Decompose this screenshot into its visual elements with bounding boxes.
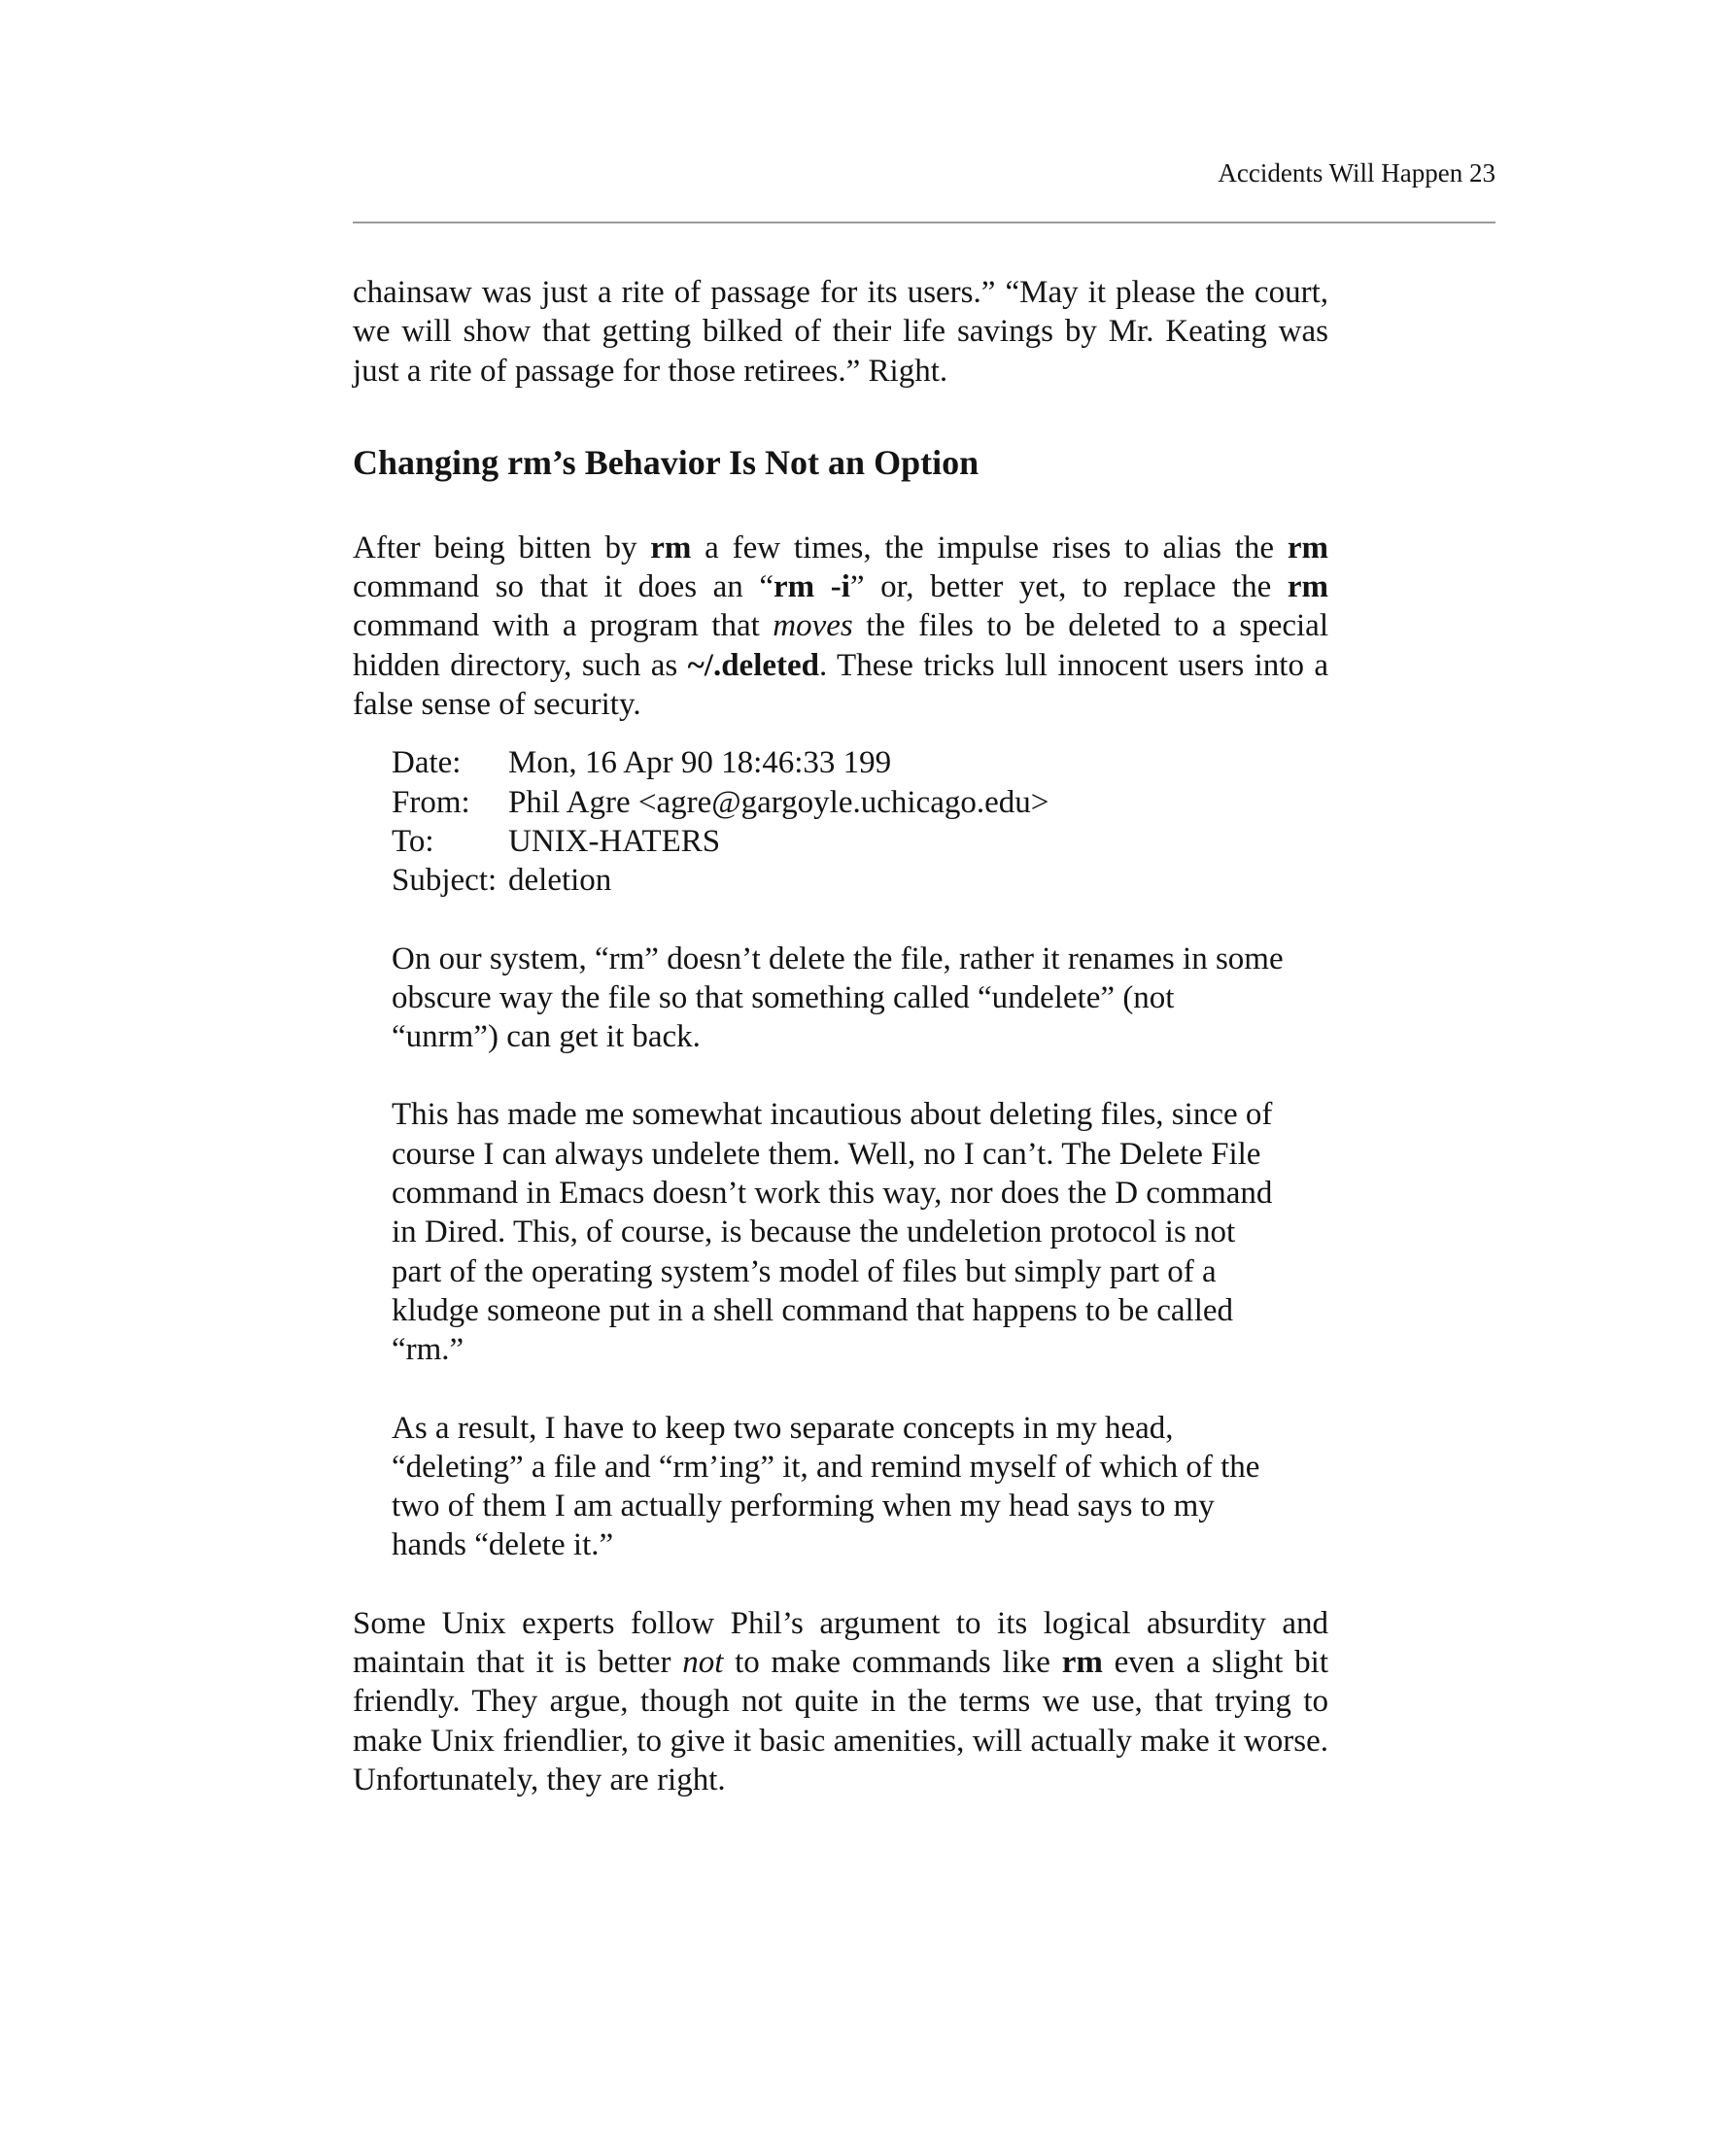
text-run: After being bitten by — [353, 530, 651, 565]
header-key: Date: — [392, 745, 462, 781]
running-head: Accidents Will Happen 23 — [1218, 158, 1496, 188]
text-run: to make commands like — [723, 1645, 1062, 1681]
header-value: Mon, 16 Apr 90 18:46:33 199 — [508, 745, 892, 781]
email-header-subject — [392, 861, 1328, 900]
email-paragraph: On our system, “rm” doesn’t delete the file, rather it renames in some obscure way the file so that something called “undelete” (not “unrm”) can get it back. — [392, 941, 1284, 1055]
text-run: even a slight bit friendly. They argue, though not quite in the terms we use, that trying to make Unix friendlier, to give it basic amenities, will actually make it worse. Unfortunately, they are right. — [353, 1645, 1328, 1797]
header-key: To: — [392, 823, 434, 859]
email-quote — [392, 743, 1328, 1564]
header-key: Subject: — [392, 863, 498, 899]
email-header-to — [392, 822, 1328, 861]
header-value: deletion — [508, 863, 612, 899]
header-value: Phil Agre <agre@gargoyle.uchicago.edu> — [508, 784, 1049, 820]
text-run: command with a program that — [353, 608, 774, 644]
text-run: Some Unix experts follow Phil’s argument to its logical absurdity and maintain that it is better — [353, 1605, 1328, 1681]
command-rm: rm — [650, 530, 692, 565]
text-run: . These tricks lull innocent users into a false sense of security. — [353, 647, 1328, 723]
emphasis-moves: moves — [773, 608, 853, 644]
email-header-date — [392, 743, 1328, 782]
text-run: ” or, better yet, to replace the — [849, 569, 1288, 605]
closing-paragraph — [353, 1604, 1328, 1799]
text-run: the files to be deleted to a special hidden directory, such as — [353, 608, 1328, 683]
intro-paragraph — [353, 529, 1328, 724]
header-key: From: — [392, 784, 470, 820]
command-rm: rm — [1287, 569, 1329, 605]
email-header-from — [392, 783, 1328, 822]
section-heading: Changing rm’s Behavior Is Not an Option — [353, 442, 980, 482]
email-paragraph: As a result, I have to keep two separate concepts in my head, “deleting” a file and “rm’ing” it, and remind myself of which of the two of them I am actually performing when my head says to my hands “delete it.” — [392, 1410, 1260, 1563]
command-rm: rm — [1061, 1645, 1103, 1681]
command-rm: rm — [1287, 530, 1329, 565]
page-body — [353, 273, 1328, 1799]
text-run: command so that it does an “ — [353, 569, 774, 605]
email-paragraph: This has made me somewhat incautious about deleting files, since of course I can always undelete them. Well, no I can’t. The Delete File command in Emacs doesn’t work this way, nor does the D command in Dired. This, of course, is because the undeletion protocol is not part of the operating system’s model of files but simply part of a kludge someone put in a shell command that happens to be called “rm.” — [392, 1097, 1273, 1368]
email-headers — [392, 743, 1328, 900]
text-run: a few times, the impulse rises to alias the — [691, 530, 1288, 565]
header-value: UNIX-HATERS — [508, 823, 721, 859]
emphasis-not: not — [682, 1645, 724, 1681]
lead-paragraph: chainsaw was just a rite of passage for its users.” “May it please the court, we will show that getting bilked of their life savings by Mr. Keating was just a rite of passage for those retirees.” Right. — [353, 275, 1328, 389]
command-rm-i: rm -i — [774, 569, 850, 605]
path-deleted: ~/.deleted — [687, 647, 819, 683]
header-rule — [353, 222, 1496, 223]
